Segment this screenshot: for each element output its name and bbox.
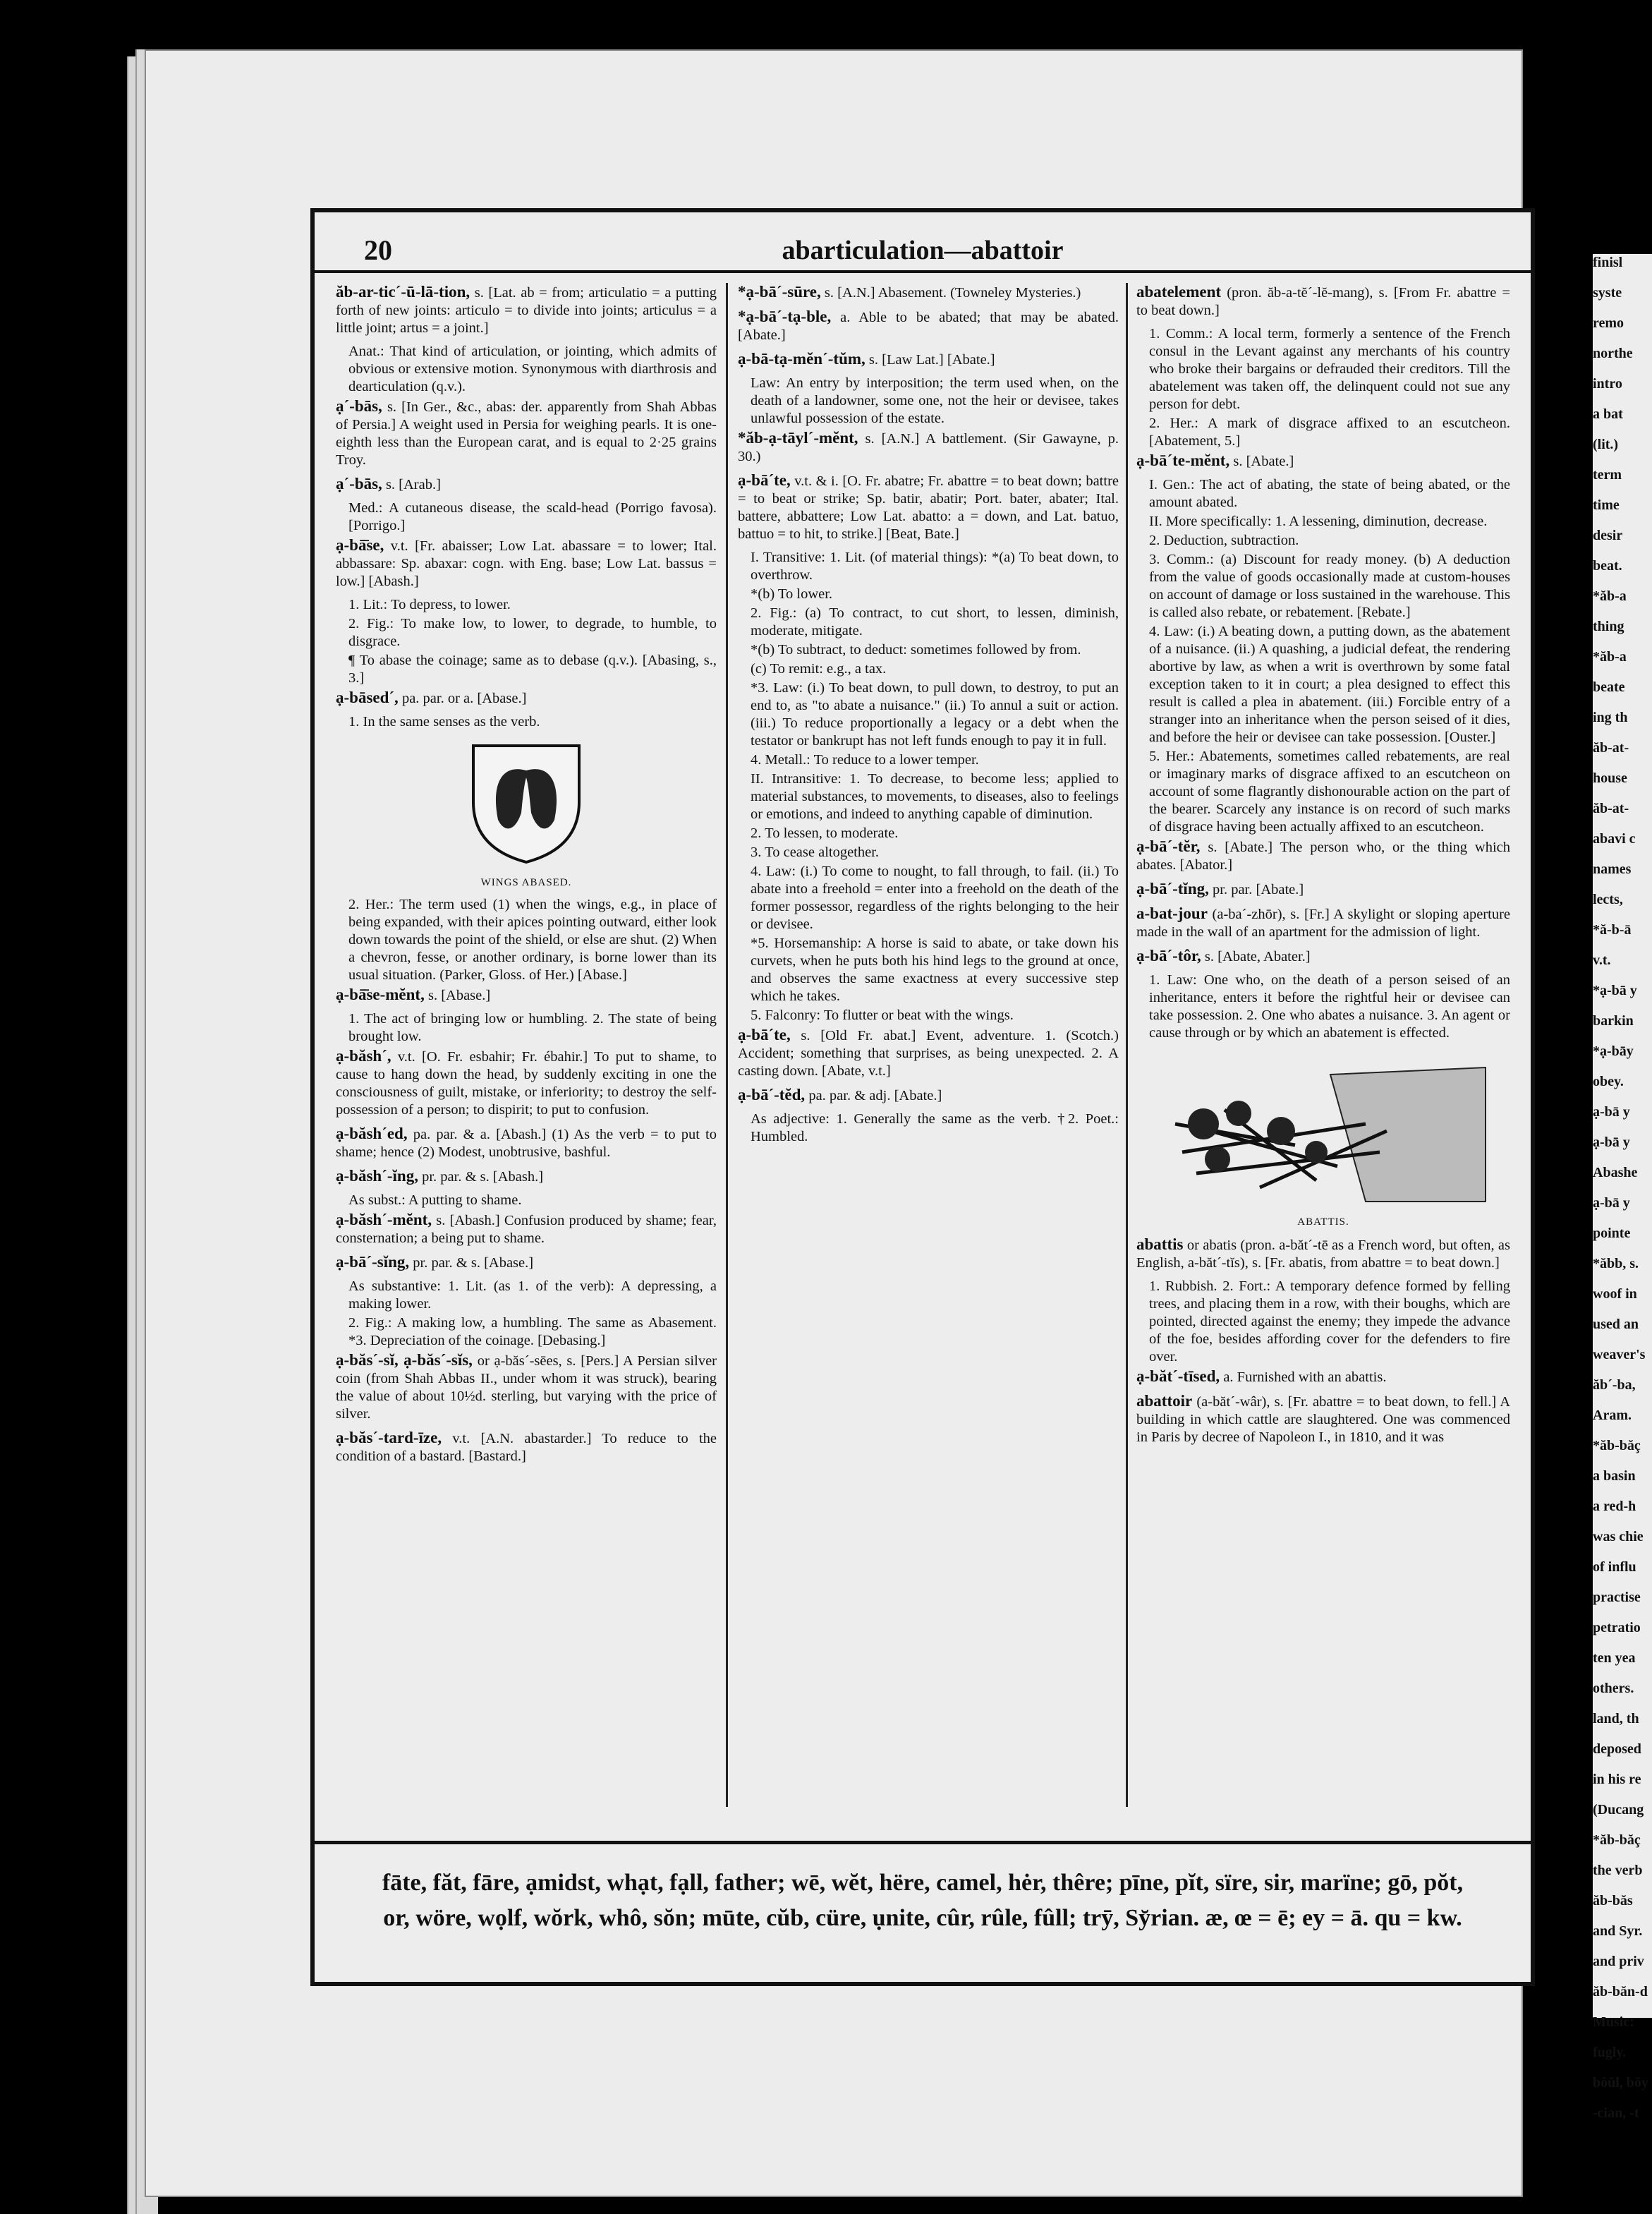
entry-headword: ạ-bā´-tôr, [1136, 947, 1201, 964]
entry-text: v.t. [A.N. abastarder.] To reduce to the condition of a bastard. [Bastard.] [336, 1431, 717, 1464]
entry-headword: ạ-bā̄se-mĕnt, [336, 986, 425, 1003]
dictionary-entry [738, 1086, 1119, 1105]
dictionary-entry [336, 1125, 717, 1161]
entry-text: 4. Law: (i.) A beating down, a putting down, as the abatement of a nuisance. (ii.) A quashing, a judicial defeat, the rendering abortive by law, as when a writ is overthrown by some fatal exception taken to it in court; a plea designed to effect this result is called a plea in abatement. (iii.) Forcible entry of a stranger into an inheritance when the person seised of it dies, and before the heir or devisee can take possession. [Ouster.] [1149, 624, 1510, 745]
entry-headword: ạ-băs´-sĭ, ạ-băs´-sĭs, [336, 1351, 473, 1369]
dictionary-entry [1136, 1367, 1510, 1386]
fragment-line: ạ-bā y [1593, 1135, 1630, 1150]
fragment-line: *ạ-bāy [1593, 1044, 1634, 1059]
fragment-line: Abashe [1593, 1165, 1638, 1180]
entry-text: 1. In the same senses as the verb. [348, 714, 540, 730]
pronunciation-key-line-2: or, wöre, wọlf, wŏrk, whô, sŏn; mūte, cŭb, cüre, ụnite, cûr, rûle, fûll; trȳ, Sy̆rian. æ, œ = ē; ey = ā. qu = kw. [383, 1905, 1462, 1931]
dictionary-entry [1136, 283, 1510, 320]
fragment-line: thing [1593, 619, 1624, 634]
entry-sense [1149, 623, 1510, 746]
dictionary-entry [1136, 947, 1510, 966]
fragment-line: ing th [1593, 710, 1628, 725]
entry-text: 4. Metall.: To reduce to a lower temper. [751, 752, 979, 768]
abattis-figure [1136, 1046, 1510, 1231]
entry-text: Med.: A cutaneous disease, the scald-head (Porrigo favosa). [Porrigo.] [348, 500, 717, 533]
fragment-line: a red-h [1593, 1499, 1636, 1514]
fragment-line: woof in [1593, 1286, 1637, 1302]
wings-abased-figure [336, 735, 717, 892]
page-frame [310, 208, 1535, 1986]
fragment-line: desir [1593, 528, 1623, 543]
entry-headword: *ạ-bā´-sūre, [738, 283, 821, 301]
entry-text: (pron. ăb-a-tĕ´-lĕ-mang), s. [From Fr. abattre = to beat down.] [1136, 285, 1510, 318]
pronunciation-key-line-1: fāte, făt, fāre, ạmidst, whạt, fạll, father; wē, wĕt, hëre, camel, hėr, thêre; pīne, pĭt, sïre, sir, marïne; gō, pŏt, [382, 1870, 1464, 1896]
entry-text: a. Able to be abated; that may be abated. [Abate.] [738, 310, 1119, 343]
fragment-line: *ăbb, s. [1593, 1256, 1639, 1271]
column-1 [336, 283, 717, 1807]
fragment-line: v.t. [1593, 952, 1611, 968]
fragment-line: *ăb-băç [1593, 1832, 1641, 1848]
entry-text: s. [Lat. ab = from; articulatio = a putting forth of new joints: articulo = to divide into joints; articulus = a little joint; artus = a joint.] [336, 285, 717, 336]
dictionary-entry [738, 350, 1119, 369]
dictionary-entry [738, 429, 1119, 466]
entry-sense [348, 596, 717, 614]
fragment-line: and priv [1593, 1954, 1644, 1969]
entry-text: II. More specifically: 1. A lessening, diminution, decrease. [1149, 514, 1488, 529]
entry-headword: ăb-ar-tic´-ū-lā-tion, [336, 283, 470, 301]
entry-headword: ạ-bā̄se, [336, 536, 384, 554]
fragment-line: *ăb-a [1593, 649, 1627, 665]
dictionary-entry [738, 471, 1119, 543]
page-number: 20 [364, 234, 392, 266]
entry-text: (a-ba´-zhōr), s. [Fr.] A skylight or sloping aperture made in the wall of an apartment for the admission of light. [1136, 907, 1510, 940]
entry-headword: ạ-bā´-sĭng, [336, 1253, 410, 1271]
entry-sense [751, 935, 1119, 1005]
entry-text: s. [Abate.] The person who, or the thing which abates. [Abator.] [1136, 840, 1510, 873]
entry-headword: ạ-bā´-tĕd, [738, 1086, 806, 1103]
entry-text: I. Gen.: The act of abating, the state of being abated, or the amount abated. [1149, 477, 1510, 510]
dictionary-entry [1136, 880, 1510, 899]
entry-sense [1149, 1278, 1510, 1366]
adjacent-page-fragment [1593, 254, 1652, 2121]
entry-text: I. Transitive: 1. Lit. (of material things): *(a) To beat down, to overthrow. [751, 550, 1119, 583]
fragment-line: ăb´-ba, [1593, 1377, 1636, 1393]
fragment-line: barkin [1593, 1013, 1634, 1029]
entry-sense [1149, 325, 1510, 413]
entry-sense [751, 1111, 1119, 1146]
entry-text: 5. Falconry: To flutter or beat with the wings. [751, 1008, 1014, 1023]
entry-text: *(b) To subtract, to deduct: sometimes followed by from. [751, 642, 1081, 658]
entry-text: s. [Law Lat.] [Abate.] [868, 352, 995, 368]
running-head: abarticulation—abattoir [782, 236, 1064, 265]
fragment-line: Aram. [1593, 1408, 1632, 1423]
dictionary-entry [1136, 837, 1510, 874]
entry-sense [751, 375, 1119, 428]
entry-sense [751, 641, 1119, 659]
fragment-line: -cian, -t [1593, 2105, 1639, 2121]
entry-text: II. Intransitive: 1. To decrease, to become less; applied to material substances, to movements, to diseases, also to feelings or emotions, and indeed to anything capable of diminution. [751, 771, 1119, 822]
abattis-caption: ABATTIS. [1297, 1216, 1349, 1228]
entry-text: s. [Abase.] [427, 988, 491, 1003]
dictionary-entry [336, 397, 717, 469]
dictionary-entry [336, 1351, 717, 1423]
entry-sense [751, 770, 1119, 823]
entry-text: or abatis (pron. a-băt´-tē as a French word, but often, as English, a-băt´-tĭs), s. [Fr. abatis, from abattre = to beat down.] [1136, 1238, 1511, 1271]
column-2 [738, 283, 1119, 1807]
fragment-line: syste [1593, 285, 1622, 301]
entry-text: v.t. & i. [O. Fr. abatre; Fr. abattre = to beat down; battre = to beat or strike; Sp. batir, abatir; Port. bater, abater; Ital. battere, abbattere; Low Lat. abatto: a = down, and Lat. batuo, battuo = to hit, to strike.] [Beat, Bate.] [738, 473, 1119, 542]
entry-text: s. [Abate, Abater.] [1204, 949, 1311, 964]
fragment-line: the verb [1593, 1863, 1643, 1878]
entry-headword: *ạ-bā´-tạ-ble, [738, 308, 832, 325]
entry-text: 2. Her.: A mark of disgrace affixed to an escutcheon. [Abatement, 5.] [1149, 416, 1510, 449]
fragment-line: beat. [1593, 558, 1622, 574]
entry-text: v.t. [O. Fr. esbahir; Fr. ébahir.] To put to shame, to cause to hang down the head, by suddenly exciting in one the consciousness of guilt, mistake, or inferiority; to destroy the self-possession of a person; to dispirit; to put to confusion. [336, 1049, 717, 1118]
fragment-line: remo [1593, 315, 1624, 331]
fragment-line: ạ-bā y [1593, 1104, 1630, 1120]
dictionary-entry [336, 536, 717, 591]
entry-text: s. [Abate.] [1233, 454, 1294, 469]
entry-headword: ạ-bā-tạ-mĕn´-tŭm, [738, 350, 866, 368]
entry-text: v.t. [Fr. abaisser; Low Lat. abassare = to lower; Ital. abbassare: Sp. abaxar: cogn. with Eng. base; Low Lat. bassus = low.] [Abash.] [336, 538, 717, 589]
entry-text: (c) To remit: e.g., a tax. [751, 661, 887, 677]
fragment-line: (Ducang [1593, 1802, 1644, 1817]
entry-sense [751, 605, 1119, 640]
fragment-line: ăb-at- [1593, 801, 1629, 816]
dictionary-entry [336, 1253, 717, 1272]
entry-text: ¶ To abase the coinage; same as to debase (q.v.). [Abasing, s., 3.] [348, 653, 717, 686]
entry-text: 3. Comm.: (a) Discount for ready money. (b) A deduction from the value of goods occasionally made at custom-houses on account of damage or loss sustained in the warehouse. This is called also rebate, or rebatement. [Rebate.] [1149, 552, 1510, 620]
entry-sense [1149, 972, 1510, 1042]
entry-headword: abatelement [1136, 283, 1222, 301]
fragment-line: northe [1593, 346, 1633, 361]
fragment-line: time [1593, 497, 1620, 513]
entry-text: pa. par. or a. [Abase.] [401, 691, 527, 706]
entry-headword: ạ-bāsed´, [336, 689, 399, 706]
entry-text: pa. par. & adj. [Abate.] [808, 1088, 942, 1103]
fragment-line: lects, [1593, 892, 1623, 907]
entry-text: 1. The act of bringing low or humbling. 2. The state of being brought low. [348, 1011, 717, 1044]
dictionary-entry [336, 986, 717, 1005]
dictionary-entry [336, 689, 717, 708]
dictionary-entry [1136, 905, 1510, 941]
entry-text: a. Furnished with an abattis. [1223, 1369, 1387, 1385]
entry-headword: ạ-băs´-tard-īze, [336, 1429, 442, 1446]
dictionary-entry [336, 1047, 717, 1119]
entry-sense [1149, 415, 1510, 450]
entry-text: As substantive: 1. Lit. (as 1. of the verb): A depressing, a making lower. [348, 1278, 717, 1312]
fragment-line: was chie [1593, 1529, 1644, 1544]
entry-sense [1149, 532, 1510, 550]
entry-text: 1. Rubbish. 2. Fort.: A temporary defence formed by felling trees, and placing them in a row, with their boughs, which are pointed, directed against the enemy; they impede the advance of the foe, besides affording cover for the defenders to fire over. [1149, 1278, 1510, 1365]
dictionary-entry [738, 283, 1119, 302]
fragment-line: fugly. [1593, 2045, 1627, 2060]
entry-text: 4. Law: (i.) To come to nought, to fall through, to fail. (ii.) To abate into a freehold = enter into a freehold on the death of the former possessor, regardless of the rights belonging to the heir or devisee. [751, 864, 1119, 932]
entry-text: 1. Law: One who, on the death of a person seised of an inheritance, enters it before the rightful heir or devisee can take possession. 2. One who abates a nuisance. 3. An agent or cause through or by which an abatement is effected. [1149, 972, 1510, 1041]
fragment-line: bôŭl, bŏy [1593, 2075, 1648, 2091]
page-header [315, 212, 1531, 273]
entry-text: 5. Her.: Abatements, sometimes called rebatements, are real or imaginary marks of disgrace affixed to an escutcheon on account of some flagrantly dishonourable action on the part of the bearer. Scarcely any instance is on record of such marks of disgrace having been actually affixed to an escutcheon. [1149, 749, 1510, 835]
entry-sense [751, 825, 1119, 842]
entry-headword: ạ-bā´te-mĕnt, [1136, 452, 1230, 469]
fragment-line: Music: [1593, 2014, 1634, 2030]
entry-sense [751, 844, 1119, 861]
entry-headword: ạ-băsh´-mĕnt, [336, 1211, 432, 1228]
entry-headword: ạ´-bās, [336, 475, 382, 492]
entry-text: *5. Horsemanship: A horse is said to abate, or take down his curvets, when he puts both his hind legs to the ground at once, and observes the same exactness at every successive step which he takes. [751, 936, 1119, 1004]
fragment-line: petratio [1593, 1620, 1641, 1635]
entry-text: pr. par. & s. [Abase.] [413, 1255, 534, 1271]
entry-text: *3. Law: (i.) To beat down, to pull down, to destroy, to put an end to, as "to abate a nuisance." (ii.) To annul a suit or action. (iii.) To reduce proportionally a legacy or a debt when the testator or bankrupt has not left funds enough to pay it in full. [751, 680, 1119, 749]
entry-sense [348, 1010, 717, 1046]
entry-sense [348, 1278, 717, 1313]
entry-sense [751, 549, 1119, 584]
dictionary-entry [1136, 452, 1510, 471]
entry-text: 2. Fig.: (a) To contract, to cut short, to lessen, diminish, moderate, mitigate. [751, 605, 1119, 639]
fragment-line: a basin [1593, 1468, 1636, 1484]
entry-headword: ạ-băt´-tīsed, [1136, 1367, 1220, 1385]
dictionary-entry [738, 308, 1119, 344]
fragment-line: weaver's [1593, 1347, 1646, 1362]
entry-sense [348, 713, 717, 731]
fragment-line: land, th [1593, 1711, 1639, 1726]
entry-sense [348, 343, 717, 396]
column-rule [1126, 283, 1128, 1807]
entry-text: 2. Fig.: To make low, to lower, to degrade, to humble, to disgrace. [348, 616, 717, 649]
dictionary-entry [336, 1167, 717, 1186]
fragment-line: ạ-bā y [1593, 1195, 1630, 1211]
fragment-line: obey. [1593, 1074, 1624, 1089]
entry-sense [751, 660, 1119, 678]
entry-headword: *ăb-ạ-tāyl´-mĕnt, [738, 429, 858, 447]
fragment-line: *ăb-a [1593, 588, 1627, 604]
entry-text: 2. Her.: The term used (1) when the wings, e.g., in place of being expanded, with their apices pointing outward, either look down towards the point of the shield, or else are shut. (2) When a chevron, fesse, or another ordinary, is borne lower than its usual situation. (Parker, Gloss. of Her.) [Abase.] [348, 897, 717, 983]
fragment-line: finisl [1593, 255, 1623, 270]
dictionary-entry [336, 1429, 717, 1465]
entry-sense [348, 652, 717, 687]
entry-text: s. [A.N.] Abasement. (Towneley Mysteries.) [824, 285, 1081, 301]
column-rule [726, 283, 728, 1807]
fragment-line: a bat [1593, 406, 1623, 422]
fragment-line: *ạ-bā y [1593, 983, 1637, 998]
entry-headword: ạ-băsh´ed, [336, 1125, 408, 1142]
entry-text: *(b) To lower. [751, 586, 833, 602]
entry-text: 1. Lit.: To depress, to lower. [348, 597, 511, 612]
fragment-line: used an [1593, 1317, 1639, 1332]
fragment-line: practise [1593, 1590, 1641, 1605]
entry-sense [1149, 748, 1510, 836]
entry-headword: ạ-băsh´, [336, 1047, 391, 1065]
fragment-line: *ă-b-ā [1593, 922, 1632, 938]
fragment-line: *ăb-băç [1593, 1438, 1641, 1453]
fragment-line: and Syr. [1593, 1923, 1643, 1939]
fragment-line: ăb-băs [1593, 1893, 1633, 1908]
entry-text: s. [In Ger., &c., abas: der. apparently from Shah Abbas of Persia.] A weight used in Persia for weighing pearls. It is one-eighth less than the European carat, and is equal to 2·25 grains Troy. [336, 399, 717, 468]
dictionary-entry [738, 1026, 1119, 1080]
entry-sense [1149, 476, 1510, 512]
entry-sense [348, 500, 717, 535]
entry-text: s. [Abash.] Confusion produced by shame; fear, consternation; a being put to shame. [336, 1213, 717, 1246]
entry-text: pr. par. [Abate.] [1213, 882, 1304, 897]
entry-text: 2. Deduction, subtraction. [1149, 533, 1299, 548]
entry-sense [348, 1192, 717, 1209]
entry-sense [751, 1007, 1119, 1024]
entry-sense [751, 751, 1119, 769]
entry-text: s. [A.N.] A battlement. (Sir Gawayne, p. 30.) [738, 431, 1119, 464]
fragment-line: ten yea [1593, 1650, 1636, 1666]
entry-headword: ạ-bā´te, [738, 1026, 791, 1044]
fragment-line: deposed [1593, 1741, 1641, 1757]
pronunciation-key [315, 1841, 1531, 1982]
entry-headword: ạ-bā´-tĕr, [1136, 837, 1201, 855]
abattis-illustration-icon [1154, 1046, 1493, 1209]
entry-text: As adjective: 1. Generally the same as the verb. †2. Poet.: Humbled. [751, 1111, 1119, 1144]
entry-text: 2. To lessen, to moderate. [751, 825, 899, 841]
wings-abased-caption: WINGS ABASED. [480, 877, 572, 888]
wings-abased-shield-icon [459, 735, 593, 869]
dictionary-entry [336, 283, 717, 337]
entry-headword: ạ-băsh´-ĭng, [336, 1167, 418, 1185]
entry-headword: ạ-bā´te, [738, 471, 791, 489]
dictionary-entry [1136, 1235, 1510, 1272]
entry-text: pr. par. & s. [Abash.] [422, 1169, 544, 1185]
entry-sense [1149, 551, 1510, 622]
entry-text: 3. To cease altogether. [751, 845, 880, 860]
entry-sense [348, 1314, 717, 1350]
fragment-line: intro [1593, 376, 1622, 392]
fragment-line: beate [1593, 679, 1625, 695]
fragment-line: in his re [1593, 1772, 1641, 1787]
entry-text: or ạ-băs´-sēes, s. [Pers.] A Persian silver coin (from Shah Abbas II., under whom it was struck), bearing the value of about 10½d. sterling, but varying with the price of silver. [336, 1353, 717, 1422]
fragment-line: names [1593, 861, 1632, 877]
entry-headword: a-bat-jour [1136, 905, 1208, 922]
entry-sense [1149, 513, 1510, 531]
entry-sense [751, 586, 1119, 603]
fragment-line: of influ [1593, 1559, 1636, 1575]
fragment-line: house [1593, 770, 1627, 786]
entry-text: 1. Comm.: A local term, formerly a sentence of the French consul in the Levant against any merchants of his country who broke their bargains or defrauded their creditors. Till the abatelement was taken off, the delinquent could not sue any person for debt. [1149, 326, 1510, 412]
entry-headword: ạ´-bās, [336, 397, 382, 415]
entry-sense [348, 615, 717, 651]
entry-text: Anat.: That kind of articulation, or jointing, which admits of obvious or extensive motion. Synonymous with diarthrosis and dearticulation (q.v.). [348, 344, 717, 394]
fragment-line: abavi c [1593, 831, 1636, 847]
entry-text: pa. par. & a. [Abash.] (1) As the verb = to put to shame; hence (2) Modest, unobtrusive, bashful. [336, 1127, 717, 1160]
fragment-line: (lit.) [1593, 437, 1619, 452]
entry-sense [751, 679, 1119, 750]
fragment-line: ăb-at- [1593, 740, 1629, 756]
entry-headword: abattis [1136, 1235, 1184, 1253]
entry-text: s. [Arab.] [385, 477, 441, 492]
fragment-line: pointe [1593, 1226, 1631, 1241]
entry-sense [751, 863, 1119, 933]
entry-text: s. [Old Fr. abat.] Event, adventure. 1. (Scotch.) Accident; something that surprises, as being unexpected. 2. A casting down. [Abate, v.t.] [738, 1028, 1119, 1079]
entry-text: (a-băt´-wâr), s. [Fr. abattre = to beat down, to fell.] A building in which cattle are slaughtered. One was commenced in Paris by decree of Napoleon I., in 1810, and it was [1136, 1394, 1511, 1445]
fragment-line: others. [1593, 1681, 1634, 1696]
dictionary-entry [336, 1211, 717, 1247]
entry-headword: ạ-bā´-tĭng, [1136, 880, 1209, 897]
dictionary-entry [1136, 1392, 1510, 1446]
column-3 [1136, 283, 1510, 1807]
entry-text: Law: An entry by interposition; the term used when, on the death of a landowner, some one, not the heir or devisee, takes unlawful possession of the estate. [751, 375, 1119, 426]
entry-sense [348, 896, 717, 984]
entry-text: 2. Fig.: A making low, a humbling. The same as Abasement. *3. Depreciation of the coinage. [Debasing.] [348, 1315, 717, 1348]
fragment-line: ăb-băn-d [1593, 1984, 1648, 2000]
entry-headword: abattoir [1136, 1392, 1193, 1410]
entry-text: As subst.: A putting to shame. [348, 1192, 522, 1208]
dictionary-entry [336, 475, 717, 494]
fragment-line: term [1593, 467, 1622, 483]
